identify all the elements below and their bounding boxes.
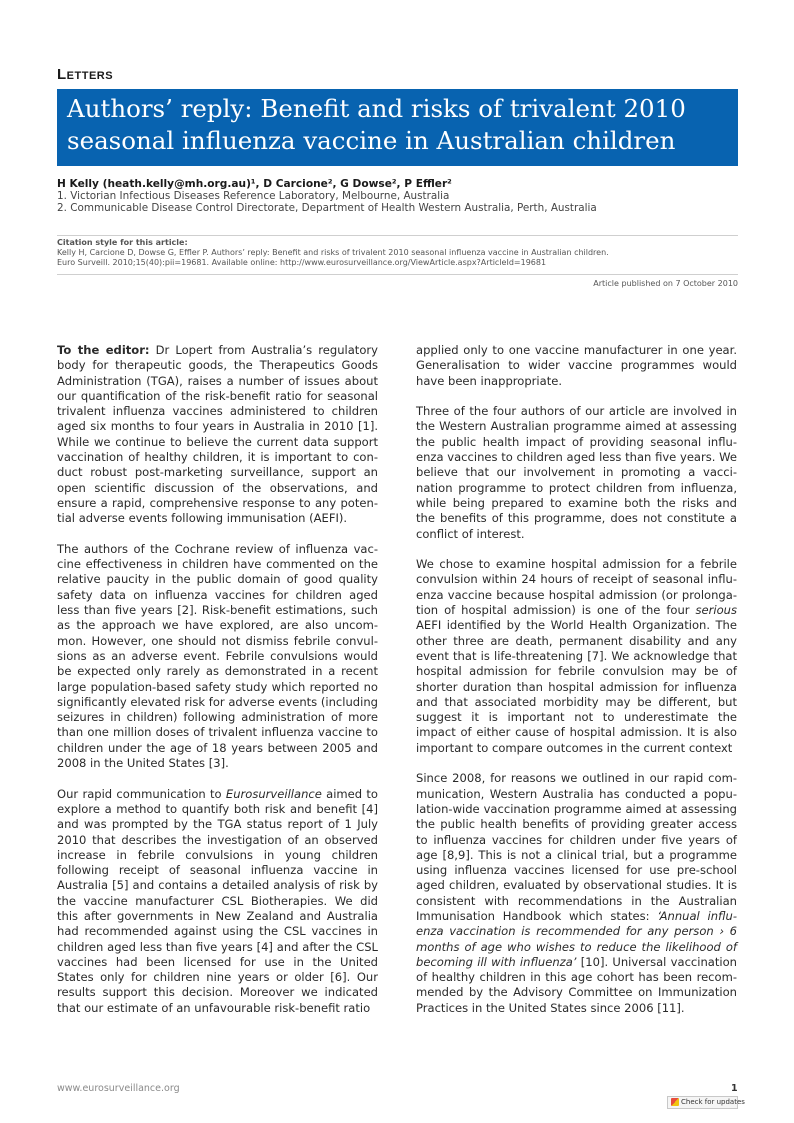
journal-name: Eurosurveillance [225, 786, 322, 801]
divider-top [57, 235, 738, 236]
paragraph-4: applied only to one vaccine manufacturer in one year. Generalisation to wider vaccine programmes would have been inappropriate. [416, 343, 737, 388]
article-title-line1: Authors’ reply: Benefit and risks of trivalent 2010 [67, 94, 686, 123]
affiliation-2: 2. Communicable Disease Control Directorate, Department of Health Western Australia, Perth, Australia [57, 202, 597, 214]
paragraph-6 [416, 557, 737, 756]
paragraph-1 [57, 343, 378, 527]
affiliation-1: 1. Victorian Infectious Diseases Reference Laboratory, Melbourne, Australia [57, 190, 450, 202]
paragraph-6-text-b: AEFI identified by the World Health Organization. The other three are death, permanent disability and any event that is life-threatening [7]. We acknowledge that hospital admission for febrile convulsion may be of shorter duration than hospital admission for influenza and that associated morbidity may be different, but suggest it is important not to underestimate the impact of either cause of hospital admission. It is also important to compare outcomes in the current context [416, 618, 737, 755]
check-for-updates-label: Check for updates [681, 1098, 745, 1106]
paragraph-3-text-a: Our rapid communication to [57, 786, 226, 801]
paragraph-7-text-a: Since 2008, for reasons we outlined in our rapid communication, Western Australia has conducted a population-wide vaccination programme aimed at assessing the public health benefits of providing greater access to influenza vaccines for children under five years of age [8,9]. This is not a clinical trial, but a programme using influenza vaccines licensed for use pre-school aged children, evaluated by observational studies. It is consistent with recommendations in the Australian Immunisation Handbook which states: [416, 771, 737, 923]
handbook-quote: ‘Annual influenza vaccination is recommended for any person › 6 months of age who wishes to reduce the likelihood of becoming ill with influenza’ [416, 908, 737, 969]
publication-date: Article published on 7 October 2010 [593, 279, 738, 288]
divider-bottom [57, 274, 738, 275]
author-list: H Kelly (heath.kelly@mh.org.au)¹, D Carcione², G Dowse², P Effler² [57, 178, 452, 190]
footer-url[interactable]: www.eurosurveillance.org [57, 1083, 180, 1094]
body-column-right [416, 343, 737, 1031]
check-for-updates-button[interactable] [667, 1096, 745, 1109]
citation-block [57, 238, 609, 268]
paragraph-7 [416, 771, 737, 1016]
emphasis-serious: serious [695, 603, 737, 618]
crossmark-icon [671, 1098, 679, 1106]
paragraph-3-text-b: aimed to explore a method to quantify both risk and benefit [4] and was prompted by the TGA status report of 1 July 2010 that describes the investigation of an observed increase in febrile convulsions in young children following receipt of seasonal influenza vaccine in Australia [5] and contains a detailed analysis of risk by the vaccine manufacturer CSL Biotherapies. We did this after governments in New Zealand and Australia had recommended against using the CSL vaccines in children aged less than five years [4] and after the CSL vaccines had been licensed for use in the United States only for children nine years or older [6]. Our results support this decision. Moreover we indicated that our estimate of an unfavourable risk-benefit ratio [57, 786, 378, 1015]
page-number: 1 [731, 1083, 738, 1094]
paragraph-2: The authors of the Cochrane review of influenza vaccine effectiveness in children have commented on the relative paucity in the public domain of good quality safety data on influenza vaccines for children aged less than five years [2]. Risk-benefit estimations, such as the approach we have explored, are also uncommon. However, one should not dismiss febrile convulsions as an adverse event. Febrile convulsions would be expected only rarely as demonstrated in a recent large population-based safety study which reported no significantly elevated risk for adverse events (including seizures in children) following administration of more than one million doses of trivalent influenza vaccine to children under the age of 18 years between 2005 and 2008 in the United States [3]. [57, 541, 378, 771]
paragraph-6-text-a: We chose to examine hospital admission for a febrile convulsion within 24 hours of receipt of seasonal influenza vaccine because hospital admission (or prolongation of hospital admission) is one of the four [416, 557, 737, 618]
citation-heading: Citation style for this article: [57, 238, 188, 247]
paragraph-3 [57, 787, 378, 1016]
citation-line1: Kelly H, Carcione D, Dowse G, Effler P. Authors’ reply: Benefit and risks of trivalent 2010 seasonal influenza vaccine in Australian children. [57, 248, 609, 257]
paragraph-lead: To the editor: [57, 343, 150, 357]
article-title-line2: seasonal influenza vaccine in Australian children [67, 126, 676, 155]
article-title-box [57, 89, 738, 166]
paragraph-1-text: Dr Lopert from Australia’s regulatory body for therapeutic goods, the Therapeutics Goods Administration (TGA), raises a number of issues about our quantification of the risk-benefit ratio for seasonal trivalent influenza vaccines administered to children aged six months to four years in Australia in 2010 [1]. While we continue to believe the current data support vaccination of healthy children, it is important to conduct robust post-marketing surveillance, support an open scientific discussion of the observations, and ensure a rapid, comprehensive response to any potential adverse events following immunisation (AEFI). [57, 343, 378, 526]
body-column-left [57, 343, 378, 1031]
section-label: Letters [57, 66, 114, 83]
paragraph-7-text-b: [10]. Universal vaccination of healthy children in this age cohort has been recommended by the Advisory Committee on Immunization Practices in the United States since 2006 [11]. [416, 954, 737, 1015]
citation-line2[interactable]: Euro Surveill. 2010;15(40):pii=19681. Available online: http://www.eurosurveillance.org/ViewArticle.aspx?ArticleId=19681 [57, 258, 547, 267]
paragraph-5: Three of the four authors of our article are involved in the Western Australian programme aimed at assessing the public health impact of providing seasonal influenza vaccines to children aged less than five years. We believe that our involvement in promoting a vaccination programme to protect children from influenza, while being prepared to examine both the risks and the benefits of this programme, does not constitute a conflict of interest. [416, 404, 737, 541]
